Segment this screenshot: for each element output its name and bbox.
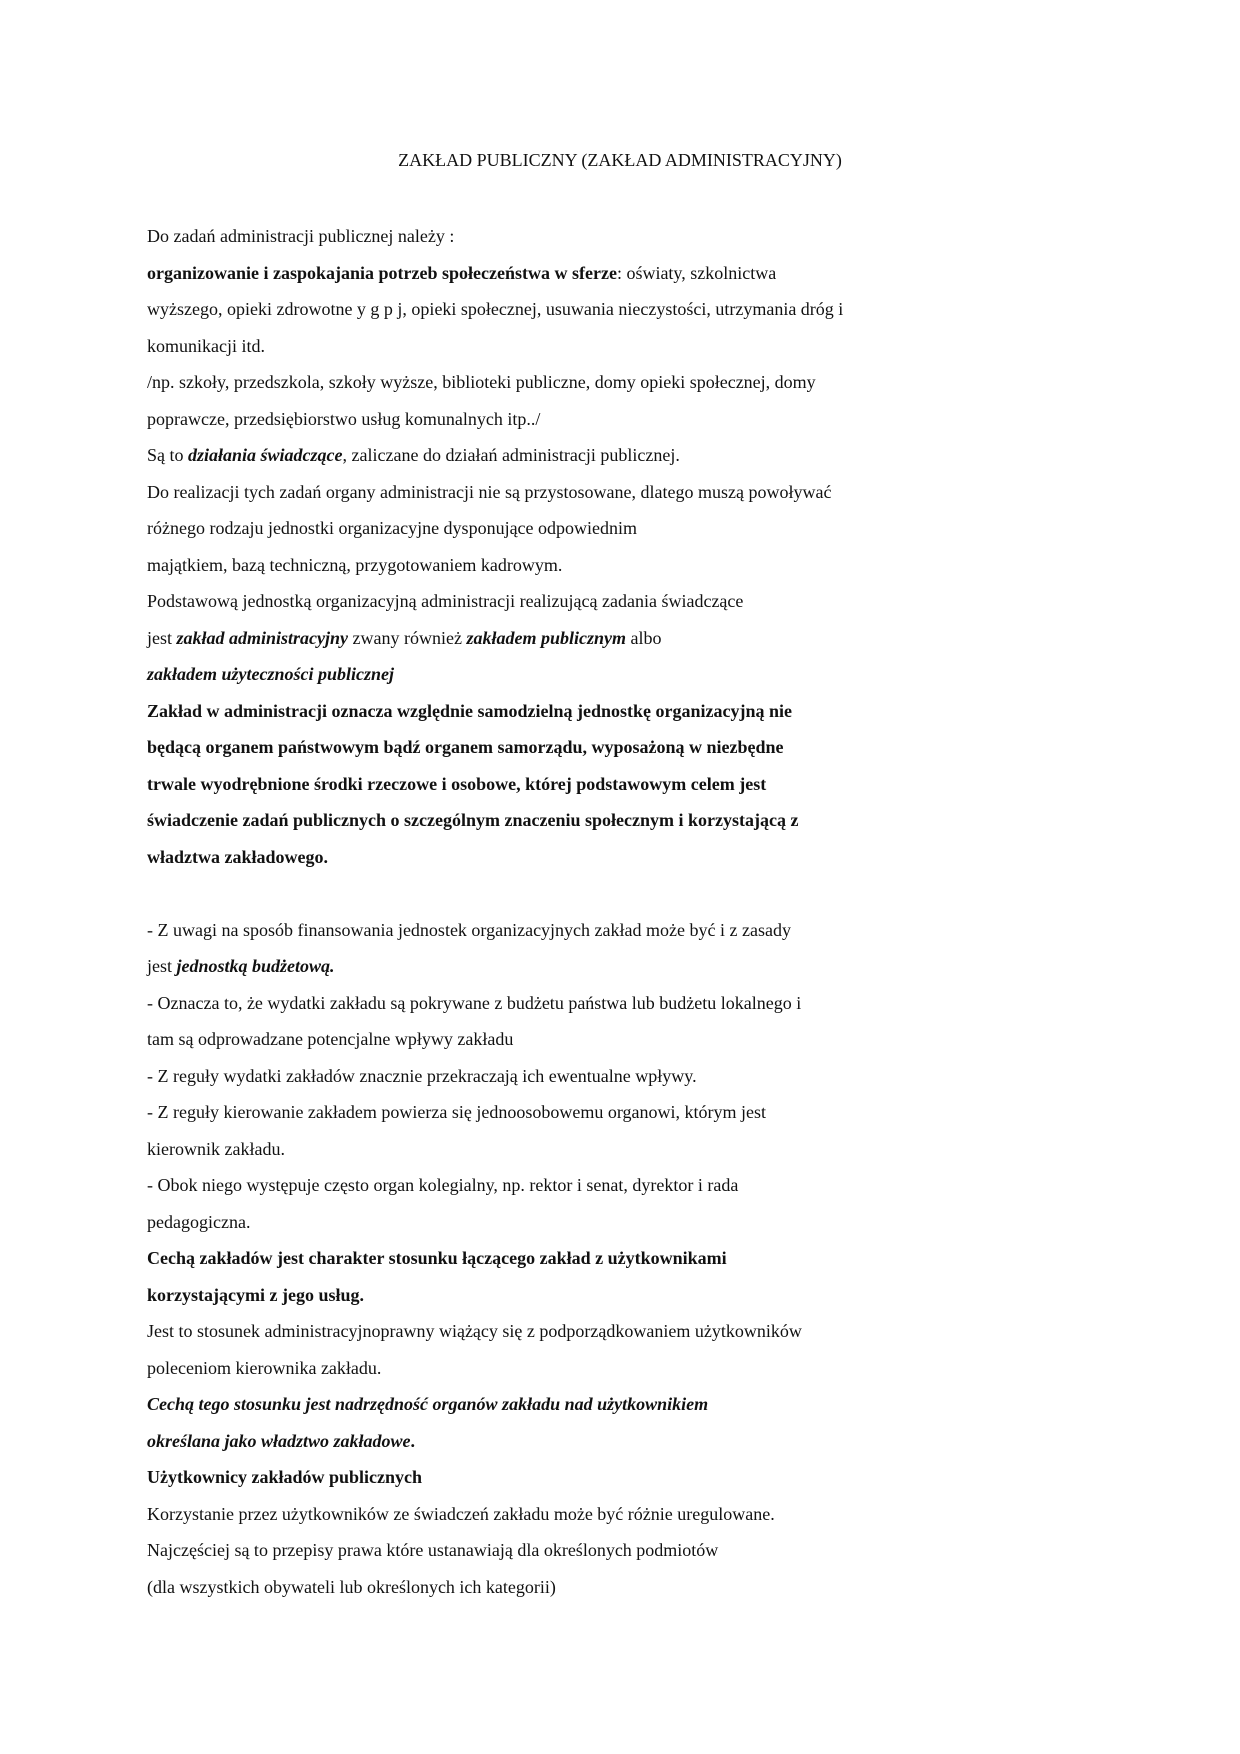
bold-text-run: trwale wyodrębnione środki rzeczowe i osobowe, której podstawowym celem jest	[147, 773, 767, 794]
text-line	[147, 1204, 967, 1241]
bold-italic-text-run: zakładem użyteczności publicznej	[147, 664, 394, 684]
text-run: albo	[625, 627, 662, 648]
text-line	[147, 510, 967, 547]
text-line	[147, 1240, 967, 1277]
text-line	[147, 1277, 967, 1314]
bold-italic-text-run: określana jako władztwo zakładowe	[147, 1430, 411, 1451]
text-run: - Z reguły kierowanie zakładem powierza się jednoosobowemu organowi, którym jest	[147, 1102, 766, 1122]
text-line	[147, 291, 967, 328]
text-run: majątkiem, bazą techniczną, przygotowaniem kadrowym.	[147, 554, 563, 575]
text-run: pedagogiczna.	[147, 1211, 251, 1232]
text-line	[147, 656, 967, 693]
text-run: jest	[147, 627, 177, 648]
text-run: Są to	[147, 445, 189, 465]
text-run: wyższego, opieki zdrowotne y g p j, opieki społecznej, usuwania nieczystości, utrzymania dróg i	[147, 299, 844, 319]
text-run: poleceniom kierownika zakładu.	[147, 1357, 382, 1378]
text-line	[147, 255, 967, 292]
text-run: /np. szkoły, przedszkola, szkoły wyższe, biblioteki publiczne, domy opieki społecznej, domy	[147, 372, 816, 392]
text-run: - Obok niego występuje często organ kolegialny, np. rektor i senat, dyrektor i rada	[147, 1175, 739, 1195]
text-run: Najczęściej są to przepisy prawa które ustanawiają dla określonych podmiotów	[147, 1540, 719, 1560]
text-run: Do realizacji tych zadań organy administracji nie są przystosowane, dlatego muszą powoływać	[147, 481, 832, 502]
bold-text-run: będącą organem państwowym bądź organem samorządu, wyposażoną w niezbędne	[147, 737, 784, 757]
text-run: Jest to stosunek administracyjnoprawny wiążący się z podporządkowaniem użytkowników	[147, 1321, 802, 1341]
text-run: , zaliczane do działań administracji publicznej.	[342, 445, 680, 465]
text-line	[147, 1459, 967, 1496]
text-line	[147, 328, 967, 365]
text-line	[147, 364, 967, 401]
text-line	[147, 1350, 967, 1387]
text-line	[147, 1532, 967, 1569]
text-line	[147, 729, 967, 766]
text-line	[147, 547, 967, 584]
text-line	[147, 1167, 967, 1204]
bold-italic-text-run: działania świadczące	[188, 445, 343, 465]
text-run: Do zadań administracji publicznej należy :	[147, 226, 455, 246]
bold-text-run: organizowanie i zaspokajania potrzeb społeczeństwa w sferze	[147, 262, 617, 283]
bold-italic-text-run: Cechą tego stosunku jest nadrzędność organów zakładu nad użytkownikiem	[147, 1394, 709, 1414]
bold-text-run: świadczenie zadań publicznych o szczególnym znaczeniu społecznym i korzystającą z	[147, 810, 799, 830]
bold-text-run: Zakład w administracji oznacza względnie samodzielną jednostkę organizacyjną nie	[147, 700, 792, 721]
text-run: - Z uwagi na sposób finansowania jednostek organizacyjnych zakład może być i z zasady	[147, 919, 791, 940]
text-line	[147, 583, 967, 620]
document-title: ZAKŁAD PUBLICZNY (ZAKŁAD ADMINISTRACYJNY)	[398, 150, 842, 170]
text-line	[147, 1496, 967, 1533]
text-run: tam są odprowadzane potencjalne wpływy zakładu	[147, 1029, 514, 1049]
text-line	[147, 802, 967, 839]
text-run: komunikacji itd.	[147, 335, 265, 356]
text-line	[147, 1569, 967, 1606]
text-line	[147, 766, 967, 803]
text-run: - Z reguły wydatki zakładów znacznie przekraczają ich ewentualne wpływy.	[147, 1065, 697, 1086]
text-line	[147, 948, 967, 985]
bold-text-run: Cechą zakładów jest charakter stosunku łączącego zakład z użytkownikami	[147, 1248, 727, 1268]
blank-line	[147, 875, 967, 912]
bold-text-run: .	[410, 1430, 416, 1451]
text-run: poprawcze, przedsiębiorstwo usług komunalnych itp../	[147, 408, 541, 429]
text-run: : oświaty, szkolnictwa	[616, 262, 777, 283]
text-run: kierownik zakładu.	[147, 1138, 285, 1159]
text-line	[147, 1021, 967, 1058]
text-run: - Oznacza to, że wydatki zakładu są pokrywane z budżetu państwa lub budżetu lokalnego i	[147, 992, 802, 1013]
text-line	[147, 218, 967, 255]
text-line	[147, 1094, 967, 1131]
bold-italic-text-run: jednostką budżetową.	[176, 956, 335, 976]
text-line	[147, 985, 967, 1022]
text-run: Korzystanie przez użytkowników ze świadczeń zakładu może być różnie uregulowane.	[147, 1503, 775, 1524]
text-line	[147, 620, 967, 657]
text-line	[147, 401, 967, 438]
bold-text-run: władztwa zakładowego.	[147, 846, 328, 867]
text-line	[147, 839, 967, 876]
text-line	[147, 1131, 967, 1168]
bold-text-run: Użytkownicy zakładów publicznych	[147, 1467, 423, 1487]
text-line	[147, 474, 967, 511]
text-run: (dla wszystkich obywateli lub określonych ich kategorii)	[147, 1576, 556, 1597]
text-line	[147, 912, 967, 949]
text-line	[147, 693, 967, 730]
text-line	[147, 1058, 967, 1095]
text-line	[147, 1313, 967, 1350]
text-line	[147, 437, 967, 474]
text-run: Podstawową jednostką organizacyjną administracji realizującą zadania świadczące	[147, 591, 744, 611]
bold-text-run: korzystającymi z jego usług.	[147, 1284, 364, 1305]
text-run: jest	[147, 956, 177, 976]
text-line	[147, 1386, 967, 1423]
text-run: zwany również	[348, 627, 467, 648]
text-run: różnego rodzaju jednostki organizacyjne dysponujące odpowiednim	[147, 518, 638, 538]
bold-italic-text-run: zakładem publicznym	[466, 627, 626, 648]
document-body	[147, 218, 967, 1605]
text-line	[147, 1423, 967, 1460]
bold-italic-text-run: zakład administracyjny	[176, 627, 349, 648]
